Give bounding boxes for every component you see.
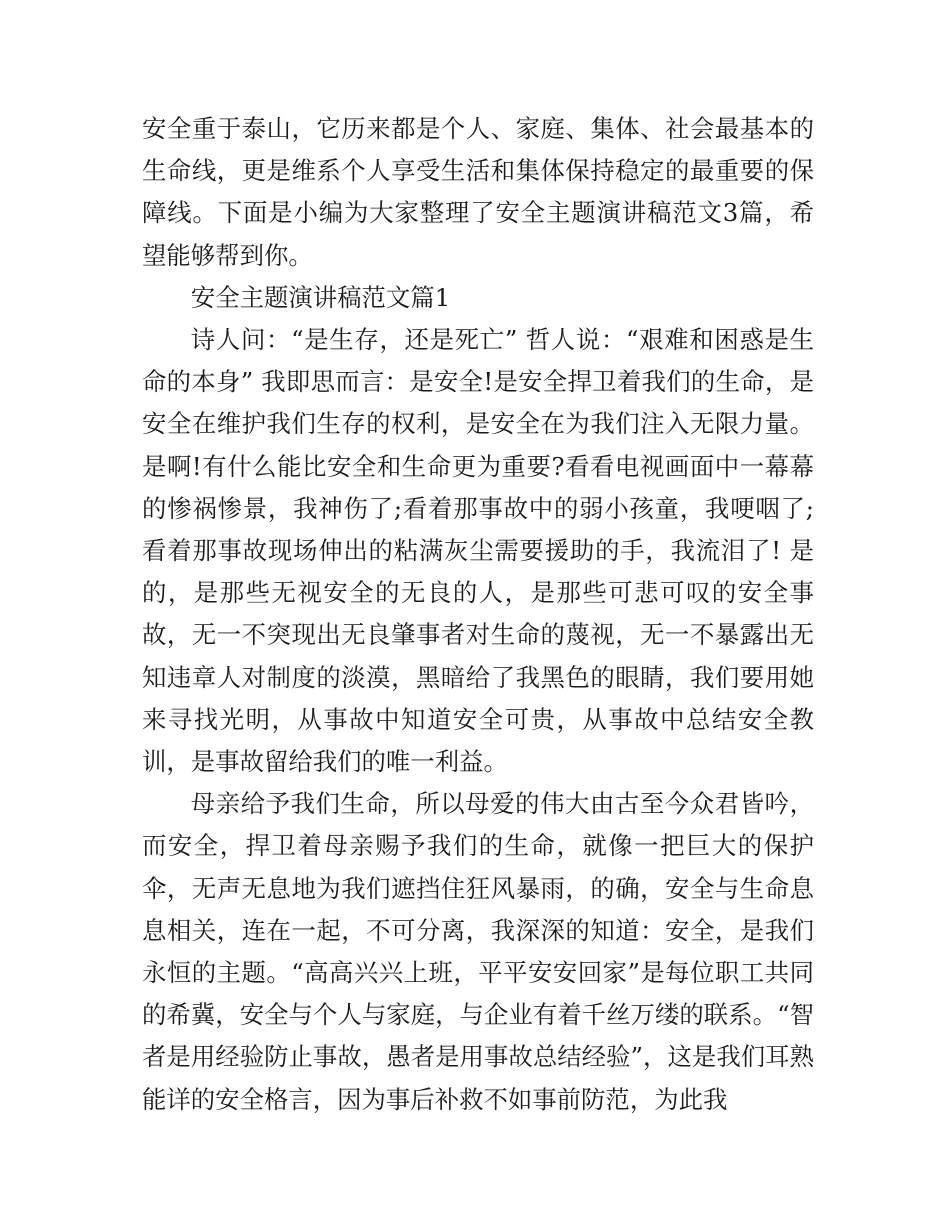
body-paragraph: 母亲给予我们生命，所以母爱的伟大由古至今众君皆吟，而安全，捍卫着母亲赐予我们的生命，就像一把巨大的保护伞，无声无息地为我们遮挡住狂风暴雨，的确，安全与生命息息相关，连在一起，不可分离，我深深的知道：安全，是我们永恒的主题。“高高兴兴上班，平平安安回家”是每位职工共同的希冀，安全与个人与家庭，与企业有着千丝万缕的联系。“智者是用经验防止事故，愚者是用事故总结经验”，这是我们耳熟能详的安全格言，因为事后补救不如事前防范，为此我 — [142, 789, 814, 1114]
document-body — [142, 108, 814, 1121]
intro-paragraph: 安全重于泰山，它历来都是个人、家庭、集体、社会最基本的生命线，更是维系个人享受生活和集体保持稳定的最重要的保障线。下面是小编为大家整理了安全主题演讲稿范文3篇，希望能够帮到你。 — [142, 114, 814, 270]
section-heading: 安全主题演讲稿范文篇1 — [190, 282, 451, 312]
body-paragraph: 诗人问：“是生存，还是死亡” 哲人说：“艰难和困惑是生命的本身” 我即思而言：是安全!是安全捍卫着我们的生命，是安全在维护我们生存的权利，是安全在为我们注入无限力量。 是啊!有什么能比安全和生命更为重要?看看电视画面中一幕幕的惨祸惨景，我神伤了;看着那事故中的弱小孩童，我哽咽了;看着那事故现场伸出的粘满灰尘需要援助的手，我流泪了! 是的，是那些无视安全的无良的人，是那些可悲可叹的安全事故，无一不突现出无良肇事者对生命的蔑视，无一不暴露出无知违章人对制度的淡漠，黑暗给了我黑色的眼睛，我们要用她来寻找光明，从事故中知道安全可贵，从事故中总结安全教训，是事故留给我们的唯一利益。 — [142, 325, 814, 777]
